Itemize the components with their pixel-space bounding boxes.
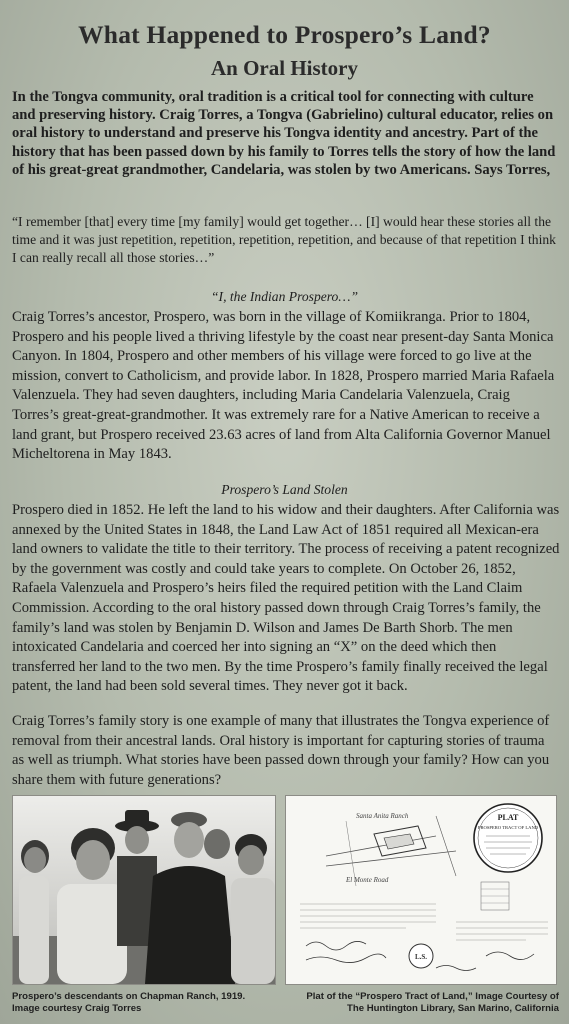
section-text-land-stolen: Prospero died in 1852. He left the land to his widow and their daughters. After California was annexed by the United States in 1848, the Land Law Act of 1851 required all Mexican-era land owners to validate the title to their territory. The process of receiving a patent recognized by the government was costly and could take years to complete. On October 26, 1852, Rafaela Valenzuela and Prospero’s heirs filed the required petition with the Land Claim Commission. According to the oral history passed down through Craig Torres’s family, the family’s land was stolen by Benjamin D. Wilson and James De Barth Shorb. The men intoxicated Candelaria and coerced her into signing an “X” on the deed which then transferred her land to the two men. By the time Prospero’s family finally received the legal patent, the land had been sold several times. They never got it back. — [12, 502, 560, 695]
section-text-prospero: Craig Torres’s ancestor, Prospero, was born in the village of Komiikranga. Prior to 1804, Prospero and his people lived a thriving lifestyle by the coast near present-day Santa Monica Canyon. In 1804, Prospero and other members of his village were forced to go live at the mission, convert to Catholicism, and provide labor. In 1828, Prospero married Maria Rafaela Valenzuela. They had seven daughters, including Maria Candelaria Valenzuela, Craig Torres’s great-great-grandmother. It was extremely rare for a Native American to receive a land grant, but Prospero received 23.63 acres of land from Alta California Governor Manuel Micheltorena in May 1843. — [12, 309, 555, 463]
section-title-prospero: “I, the Indian Prospero…” — [210, 289, 358, 304]
caption-plat-line2: The Huntington Library, San Marino, California — [347, 1003, 559, 1014]
map-label-top: Santa Anita Ranch — [356, 812, 409, 820]
plat-map-image — [286, 796, 556, 984]
intro-paragraph: In the Tongva community, oral tradition is a critical tool for connecting with culture and preserving history. Craig Torres, a Tongva (Gabrielino) cultural educator, relies on oral history to understand and preserve his Tongva identity and ancestry. Part of the history that has been passed down by his family to Torres tells the story of how the land of his great-great grandmother, Candelaria, was stolen by two Americans. Says Torres, — [12, 89, 556, 178]
family-photo-image — [13, 796, 275, 984]
family-photo — [12, 795, 276, 985]
caption-family-photo — [12, 991, 282, 1015]
map-label-road: El Monte Road — [346, 876, 389, 884]
caption-plat-line1: Plat of the “Prospero Tract of Land,” Image Courtesy of — [306, 991, 559, 1002]
caption-plat-map — [285, 991, 559, 1015]
section-title-land-stolen: Prospero’s Land Stolen — [221, 482, 348, 497]
closing-paragraph: Craig Torres’s family story is one example of many that illustrates the Tongva experience of removal from their ancestral lands. Oral history is important for capturing stories of trauma as well as triumph. What stories have been passed down through your family? How can you share them with future generations? — [12, 713, 550, 788]
torres-quote: “I remember [that] every time [my family] would get together… [I] would hear these stories all the time and it was just repetition, repetition, repetition, repetition, and because of that repetition I think I can really recall all those stories…” — [12, 214, 556, 265]
ls-stamp: L.S. — [414, 953, 428, 961]
plat-map — [285, 795, 557, 985]
seal-title: PLAT — [497, 813, 519, 822]
page-title: What Happened to Prospero’s Land? — [78, 20, 491, 49]
page-subtitle: An Oral History — [211, 56, 358, 80]
caption-family-line2: Image courtesy Craig Torres — [12, 1003, 142, 1014]
caption-family-line1: Prospero’s descendants on Chapman Ranch, 1919. — [12, 991, 246, 1002]
seal-subtitle: PROSPERO TRACT OF LAND — [477, 825, 539, 830]
